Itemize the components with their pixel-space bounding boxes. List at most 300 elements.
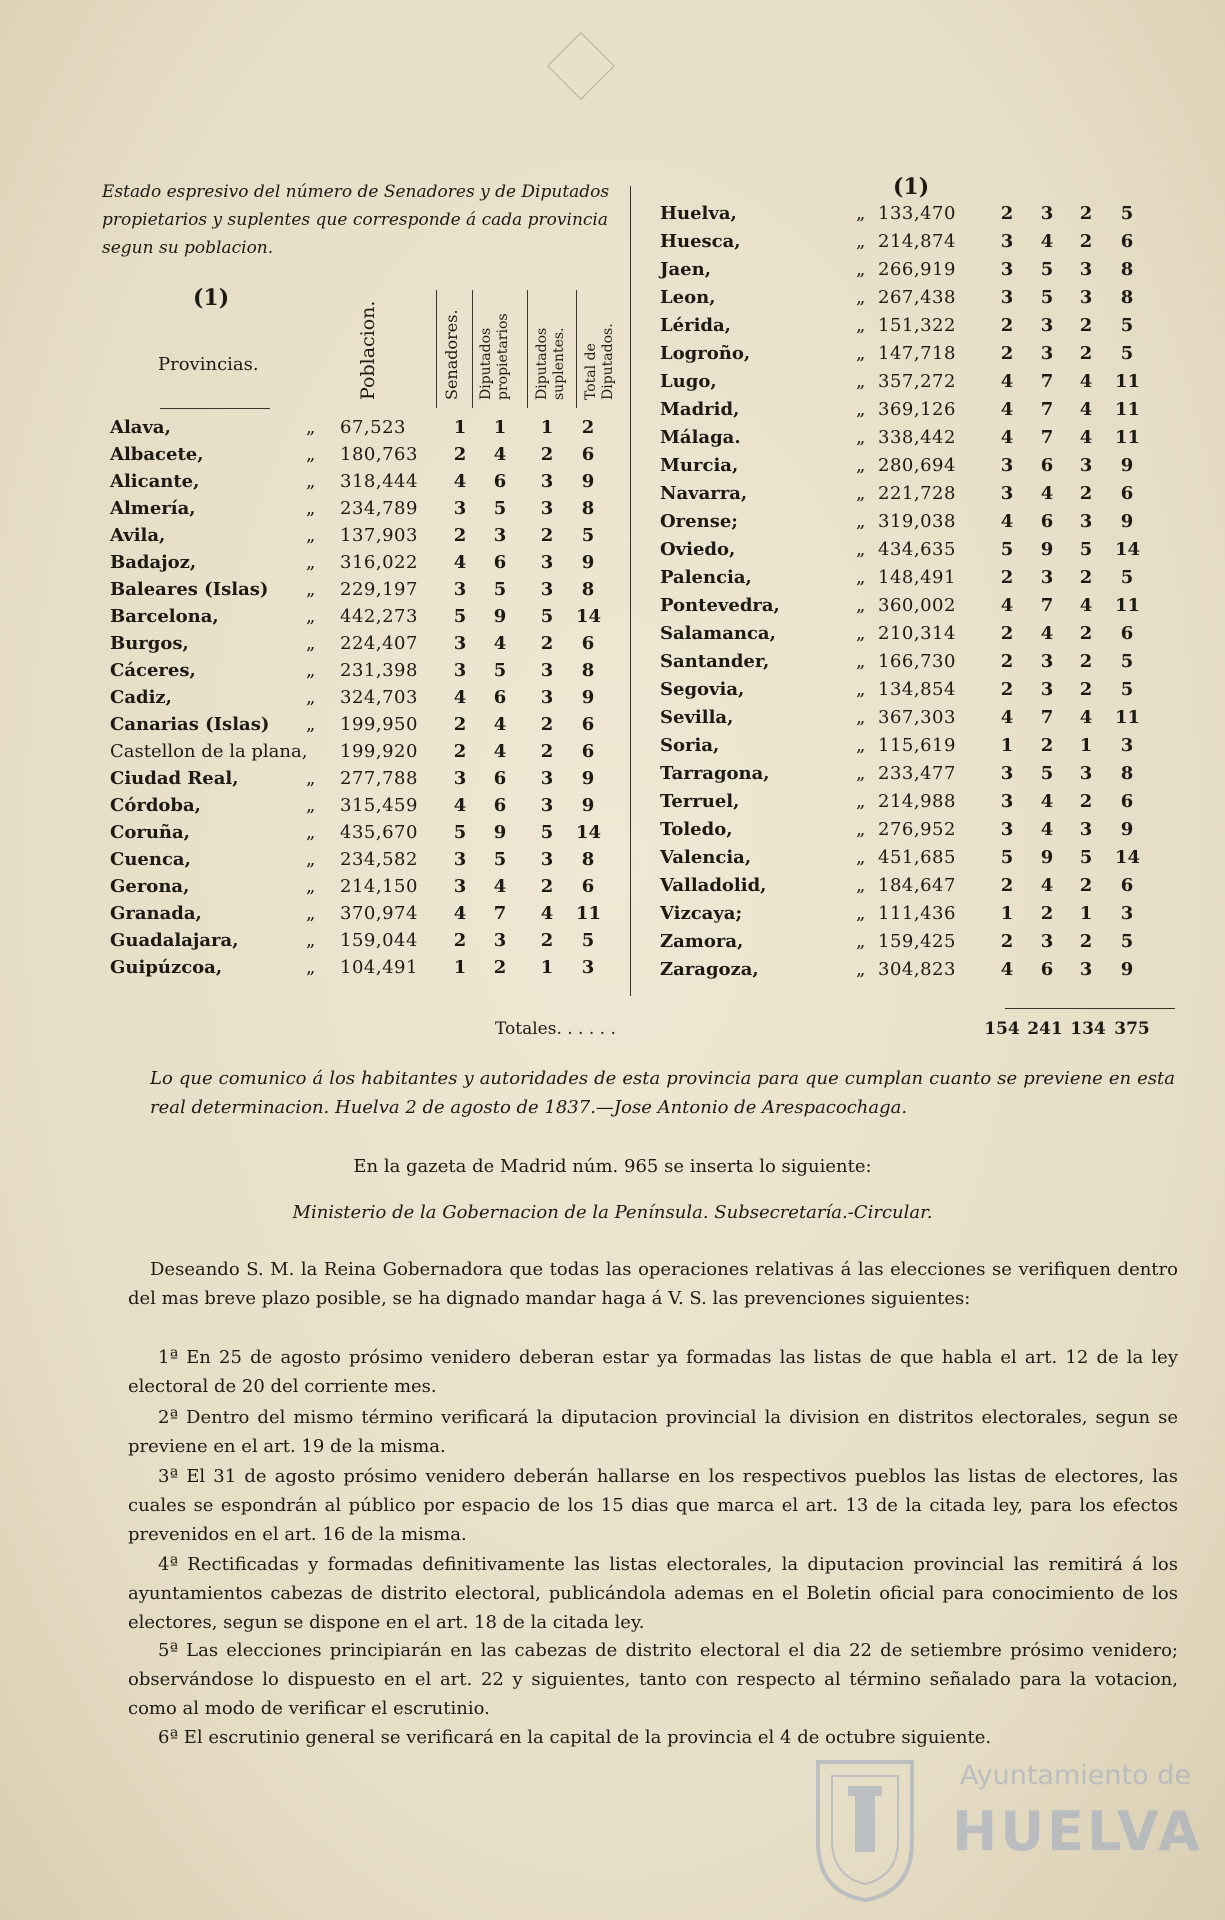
propietarios-value: 3 xyxy=(1040,567,1054,588)
table-row xyxy=(660,816,1190,843)
province-name: Palencia, xyxy=(660,567,752,588)
table-row xyxy=(660,732,1190,759)
population: 267,438 xyxy=(878,287,956,308)
total-value: 6 xyxy=(581,741,595,762)
province-name: Logroño, xyxy=(660,343,751,364)
table-row xyxy=(660,788,1190,815)
province-name: Canarias (Islas) xyxy=(110,714,270,735)
senadores-value: 3 xyxy=(453,768,467,789)
suplentes-value: 3 xyxy=(540,660,554,681)
total-value: 11 xyxy=(1115,427,1141,448)
suplentes-value: 1 xyxy=(540,417,554,438)
suplentes-value: 3 xyxy=(1079,819,1093,840)
suplentes-value: 4 xyxy=(1079,595,1093,616)
table-row xyxy=(660,676,1190,703)
center-column-rule xyxy=(630,186,631,996)
population: 324,703 xyxy=(340,687,418,708)
suplentes-value: 3 xyxy=(1079,959,1093,980)
senadores-value: 1 xyxy=(453,957,467,978)
table-row xyxy=(110,603,610,630)
propietarios-value: 3 xyxy=(1040,931,1054,952)
propietarios-value: 4 xyxy=(1040,231,1054,252)
suplentes-value: 2 xyxy=(1079,203,1093,224)
propietarios-value: 4 xyxy=(493,633,507,654)
population: 234,582 xyxy=(340,849,418,870)
table-row xyxy=(660,620,1190,647)
senadores-value: 4 xyxy=(1000,707,1014,728)
population: 234,789 xyxy=(340,498,418,519)
province-name: Ciudad Real, xyxy=(110,768,239,789)
ditto-mark: „ xyxy=(856,819,866,840)
ditto-mark: „ xyxy=(306,876,316,897)
ministry-heading: Ministerio de la Gobernacion de la Península. Subsecretaría.-Circular. xyxy=(292,1202,933,1223)
ditto-mark: „ xyxy=(856,399,866,420)
total-value: 9 xyxy=(581,768,595,789)
ditto-mark: „ xyxy=(306,579,316,600)
province-name: Barcelona, xyxy=(110,606,219,627)
suplentes-value: 4 xyxy=(540,903,554,924)
paragraph-2: 2ª Dentro del mismo término verificará la diputacion provincial la division en distritos electorales, segun se previene en el art. 19 de la misma. xyxy=(128,1407,1178,1457)
senadores-value: 3 xyxy=(453,849,467,870)
total-value: 3 xyxy=(1120,735,1134,756)
senadores-value: 1 xyxy=(1000,903,1014,924)
propietarios-value: 6 xyxy=(493,552,507,573)
ditto-mark: „ xyxy=(856,875,866,896)
ditto-mark: „ xyxy=(856,651,866,672)
population: 159,044 xyxy=(340,930,418,951)
ditto-mark: „ xyxy=(856,567,866,588)
column-rule xyxy=(576,290,577,408)
province-name: Coruña, xyxy=(110,822,190,843)
total-value: 5 xyxy=(1120,931,1134,952)
propietarios-value: 2 xyxy=(493,957,507,978)
total-value: 11 xyxy=(1115,371,1141,392)
propietarios-value: 7 xyxy=(1040,371,1054,392)
header-senadores: Senadores. xyxy=(442,309,461,400)
propietarios-value: 2 xyxy=(1040,735,1054,756)
closing-statement: Lo que comunico á los habitantes y autoridades de esta provincia para que cumplan cuanto se previene en esta real determinacion. Huelva 2 de agosto de 1837.—Jose Antonio de Arespacochaga. xyxy=(150,1068,1175,1118)
table-row xyxy=(110,738,610,765)
propietarios-value: 4 xyxy=(493,444,507,465)
table-row xyxy=(660,200,1190,227)
province-name: Lugo, xyxy=(660,371,717,392)
suplentes-value: 1 xyxy=(1079,903,1093,924)
table-row xyxy=(660,536,1190,563)
table-row xyxy=(660,872,1190,899)
province-name: Oviedo, xyxy=(660,539,736,560)
suplentes-value: 4 xyxy=(1079,707,1093,728)
population: 304,823 xyxy=(878,959,956,980)
total-value: 11 xyxy=(1115,399,1141,420)
total-value: 6 xyxy=(1120,791,1134,812)
total-value: 8 xyxy=(581,579,595,600)
ditto-mark: „ xyxy=(306,417,316,438)
population: 184,647 xyxy=(878,875,956,896)
suplentes-value: 2 xyxy=(1079,315,1093,336)
population: 151,322 xyxy=(878,315,956,336)
table-row xyxy=(110,873,610,900)
province-name: Almería, xyxy=(110,498,196,519)
table-row xyxy=(110,819,610,846)
ditto-mark: „ xyxy=(856,539,866,560)
totals-propietarios: 241 xyxy=(1027,1019,1063,1039)
totals-row xyxy=(495,1016,1195,1043)
page-fold-mark xyxy=(547,32,615,100)
table-row xyxy=(110,630,610,657)
population: 166,730 xyxy=(878,651,956,672)
senadores-value: 2 xyxy=(1000,315,1014,336)
table-row xyxy=(110,765,610,792)
senadores-value: 5 xyxy=(1000,847,1014,868)
propietarios-value: 7 xyxy=(1040,427,1054,448)
senadores-value: 2 xyxy=(453,444,467,465)
population: 367,303 xyxy=(878,707,956,728)
totals-suplentes: 134 xyxy=(1070,1019,1106,1039)
population: 214,874 xyxy=(878,231,956,252)
suplentes-value: 2 xyxy=(1079,931,1093,952)
population: 435,670 xyxy=(340,822,418,843)
suplentes-value: 3 xyxy=(540,687,554,708)
province-name: Zamora, xyxy=(660,931,744,952)
ditto-mark: „ xyxy=(856,623,866,644)
table-row xyxy=(110,900,610,927)
table-row xyxy=(660,592,1190,619)
population: 434,635 xyxy=(878,539,956,560)
total-value: 8 xyxy=(1120,763,1134,784)
senadores-value: 4 xyxy=(1000,511,1014,532)
senadores-value: 4 xyxy=(1000,371,1014,392)
propietarios-value: 6 xyxy=(493,795,507,816)
ditto-mark: „ xyxy=(306,849,316,870)
total-value: 9 xyxy=(581,795,595,816)
table-title: Estado espresivo del número de Senadores y de Diputados propietarios y suplentes que corresponde á cada provincia segun su poblacion. xyxy=(102,182,610,258)
table-row xyxy=(660,704,1190,731)
senadores-value: 1 xyxy=(453,417,467,438)
population: 214,988 xyxy=(878,791,956,812)
suplentes-value: 2 xyxy=(1079,791,1093,812)
province-name: Lérida, xyxy=(660,315,731,336)
table-row xyxy=(660,452,1190,479)
population: 210,314 xyxy=(878,623,956,644)
propietarios-value: 7 xyxy=(1040,595,1054,616)
province-name: Orense; xyxy=(660,511,738,532)
province-name: Málaga. xyxy=(660,427,741,448)
population: 115,619 xyxy=(878,735,956,756)
propietarios-value: 9 xyxy=(1040,539,1054,560)
ditto-mark: „ xyxy=(306,768,316,789)
header-dip-suplentes: Diputados suplentes. xyxy=(534,327,567,400)
total-value: 5 xyxy=(1120,651,1134,672)
population: 338,442 xyxy=(878,427,956,448)
suplentes-value: 2 xyxy=(540,741,554,762)
table-row xyxy=(110,468,610,495)
paragraph-3: 3ª El 31 de agosto prósimo venidero deberán hallarse en los respectivos pueblos las listas de electores, las cuales se espondrán al público por espacio de los 15 dias que marca el art. 13 de la citada ley, para los efectos prevenidos en el art. 16 de la misma. xyxy=(128,1466,1178,1545)
senadores-value: 5 xyxy=(453,822,467,843)
table-row xyxy=(110,414,610,441)
propietarios-value: 9 xyxy=(493,606,507,627)
ditto-mark: „ xyxy=(306,552,316,573)
total-value: 9 xyxy=(1120,511,1134,532)
paragraph-1: 1ª En 25 de agosto prósimo venidero deberan estar ya formadas las listas de que habla el art. 12 de la ley electoral de 20 del corriente mes. xyxy=(128,1347,1178,1397)
senadores-value: 4 xyxy=(453,795,467,816)
total-value: 9 xyxy=(1120,819,1134,840)
propietarios-value: 4 xyxy=(1040,875,1054,896)
senadores-value: 4 xyxy=(453,687,467,708)
table-row xyxy=(660,396,1190,423)
suplentes-value: 2 xyxy=(1079,343,1093,364)
province-name: Alicante, xyxy=(110,471,200,492)
propietarios-value: 5 xyxy=(493,660,507,681)
header-provincias: Provincias. xyxy=(158,354,259,375)
suplentes-value: 4 xyxy=(1079,371,1093,392)
ditto-mark: „ xyxy=(856,903,866,924)
ditto-mark: „ xyxy=(306,930,316,951)
province-name: Badajoz, xyxy=(110,552,197,573)
table-row xyxy=(110,549,610,576)
province-name: Baleares (Islas) xyxy=(110,579,269,600)
senadores-value: 4 xyxy=(1000,959,1014,980)
province-name: Castellon de la plana, xyxy=(110,741,308,762)
senadores-value: 4 xyxy=(453,903,467,924)
suplentes-value: 2 xyxy=(1079,651,1093,672)
province-name: Zaragoza, xyxy=(660,959,759,980)
total-value: 11 xyxy=(576,903,602,924)
ditto-mark: „ xyxy=(306,795,316,816)
suplentes-value: 3 xyxy=(540,768,554,789)
senadores-value: 2 xyxy=(1000,931,1014,952)
population: 137,903 xyxy=(340,525,418,546)
header-rule xyxy=(160,408,270,409)
paragraph-intro: Deseando S. M. la Reina Gobernadora que todas las operaciones relativas á las elecciones se verifiquen dentro del mas breve plazo posible, se ha dignado mandar haga á V. S. las prevenciones siguientes: xyxy=(128,1259,1178,1309)
total-value: 3 xyxy=(1120,903,1134,924)
senadores-value: 5 xyxy=(453,606,467,627)
total-value: 6 xyxy=(581,876,595,897)
propietarios-value: 5 xyxy=(493,579,507,600)
column-rule xyxy=(527,290,528,408)
table-row xyxy=(660,956,1190,983)
propietarios-value: 3 xyxy=(1040,679,1054,700)
table-row xyxy=(660,424,1190,451)
senadores-value: 3 xyxy=(1000,455,1014,476)
province-name: Terruel, xyxy=(660,791,740,812)
province-name: Madrid, xyxy=(660,399,740,420)
province-name: Jaen, xyxy=(660,259,711,280)
total-value: 5 xyxy=(1120,679,1134,700)
paragraph-5: 5ª Las elecciones principiarán en las cabezas de distrito electoral el dia 22 de setiembre prósimo venidero; observándose lo dispuesto en el art. 22 y siguientes, tanto con respecto al término señalado para la votacion, como al modo de verificar el escrutinio. xyxy=(128,1640,1178,1719)
province-name: Toledo, xyxy=(660,819,733,840)
senadores-value: 4 xyxy=(1000,399,1014,420)
province-name: Alava, xyxy=(110,417,171,438)
suplentes-value: 3 xyxy=(1079,259,1093,280)
suplentes-value: 2 xyxy=(540,876,554,897)
watermark-line2: HUELVA xyxy=(952,1800,1203,1863)
ditto-mark: „ xyxy=(856,511,866,532)
province-name: Guipúzcoa, xyxy=(110,957,223,978)
total-value: 6 xyxy=(581,714,595,735)
population: 370,974 xyxy=(340,903,418,924)
suplentes-value: 3 xyxy=(540,471,554,492)
propietarios-value: 6 xyxy=(493,687,507,708)
total-value: 9 xyxy=(1120,455,1134,476)
population: 231,398 xyxy=(340,660,418,681)
table-row xyxy=(660,368,1190,395)
senadores-value: 4 xyxy=(1000,427,1014,448)
total-value: 2 xyxy=(581,417,595,438)
propietarios-value: 9 xyxy=(493,822,507,843)
senadores-value: 2 xyxy=(453,741,467,762)
propietarios-value: 3 xyxy=(493,930,507,951)
ditto-mark: „ xyxy=(306,822,316,843)
suplentes-value: 5 xyxy=(1079,847,1093,868)
suplentes-value: 3 xyxy=(540,795,554,816)
total-value: 3 xyxy=(581,957,595,978)
table-row xyxy=(110,846,610,873)
province-name: Córdoba, xyxy=(110,795,201,816)
total-value: 9 xyxy=(581,687,595,708)
total-value: 11 xyxy=(1115,595,1141,616)
senadores-value: 2 xyxy=(1000,567,1014,588)
suplentes-value: 2 xyxy=(1079,679,1093,700)
table-row xyxy=(660,340,1190,367)
province-name: Huesca, xyxy=(660,231,741,252)
table-row xyxy=(110,792,610,819)
propietarios-value: 5 xyxy=(1040,763,1054,784)
ditto-mark: „ xyxy=(856,483,866,504)
province-name: Sevilla, xyxy=(660,707,734,728)
province-name: Burgos, xyxy=(110,633,189,654)
province-name: Vizcaya; xyxy=(660,903,743,924)
total-value: 6 xyxy=(581,444,595,465)
propietarios-value: 1 xyxy=(493,417,507,438)
population: 360,002 xyxy=(878,595,956,616)
total-value: 9 xyxy=(581,552,595,573)
propietarios-value: 6 xyxy=(1040,455,1054,476)
table-row xyxy=(660,508,1190,535)
total-value: 8 xyxy=(581,498,595,519)
population: 148,491 xyxy=(878,567,956,588)
ditto-mark: „ xyxy=(856,371,866,392)
table-row xyxy=(660,284,1190,311)
population: 357,272 xyxy=(878,371,956,392)
senadores-value: 2 xyxy=(1000,623,1014,644)
watermark-line1: Ayuntamiento de xyxy=(960,1760,1191,1791)
province-name: Granada, xyxy=(110,903,202,924)
population: 451,685 xyxy=(878,847,956,868)
senadores-value: 2 xyxy=(453,714,467,735)
senadores-value: 3 xyxy=(1000,763,1014,784)
ditto-mark: „ xyxy=(856,343,866,364)
suplentes-value: 4 xyxy=(1079,399,1093,420)
table-row xyxy=(660,480,1190,507)
table-row xyxy=(660,844,1190,871)
propietarios-value: 6 xyxy=(1040,959,1054,980)
senadores-value: 3 xyxy=(1000,791,1014,812)
propietarios-value: 6 xyxy=(493,471,507,492)
propietarios-value: 5 xyxy=(1040,259,1054,280)
population: 133,470 xyxy=(878,203,956,224)
population: 134,854 xyxy=(878,679,956,700)
senadores-value: 3 xyxy=(1000,819,1014,840)
senadores-value: 2 xyxy=(1000,343,1014,364)
header-dip-propietarios: Diputados propietarios xyxy=(478,313,511,400)
total-value: 8 xyxy=(1120,259,1134,280)
table-row xyxy=(110,495,610,522)
senadores-value: 3 xyxy=(1000,483,1014,504)
province-name: Navarra, xyxy=(660,483,748,504)
province-name: Salamanca, xyxy=(660,623,776,644)
total-value: 5 xyxy=(581,525,595,546)
header-total-diputados: Total de Diputados. xyxy=(583,323,616,400)
table-row xyxy=(110,684,610,711)
footnote-marker-left: (1) xyxy=(193,285,230,311)
table-row xyxy=(660,928,1190,955)
population: 224,407 xyxy=(340,633,418,654)
total-value: 5 xyxy=(1120,343,1134,364)
propietarios-value: 2 xyxy=(1040,903,1054,924)
table-row xyxy=(110,927,610,954)
propietarios-value: 3 xyxy=(1040,651,1054,672)
suplentes-value: 3 xyxy=(540,579,554,600)
ditto-mark: „ xyxy=(856,707,866,728)
propietarios-value: 4 xyxy=(1040,791,1054,812)
ditto-mark: „ xyxy=(856,203,866,224)
population: 369,126 xyxy=(878,399,956,420)
population: 316,022 xyxy=(340,552,418,573)
senadores-value: 2 xyxy=(1000,679,1014,700)
population: 67,523 xyxy=(340,417,406,438)
suplentes-value: 3 xyxy=(1079,511,1093,532)
ditto-mark: „ xyxy=(306,660,316,681)
totals-senadores: 154 xyxy=(984,1019,1020,1039)
ditto-mark: „ xyxy=(856,315,866,336)
table-row xyxy=(660,900,1190,927)
propietarios-value: 3 xyxy=(1040,203,1054,224)
propietarios-value: 5 xyxy=(493,849,507,870)
header-poblacion: Poblacion. xyxy=(357,300,379,400)
senadores-value: 3 xyxy=(1000,231,1014,252)
gazette-heading: En la gazeta de Madrid núm. 965 se inserta lo siguiente: xyxy=(353,1156,872,1177)
propietarios-value: 3 xyxy=(493,525,507,546)
ditto-mark: „ xyxy=(306,444,316,465)
suplentes-value: 5 xyxy=(540,606,554,627)
senadores-value: 2 xyxy=(453,930,467,951)
suplentes-value: 2 xyxy=(540,930,554,951)
province-name: Valladolid, xyxy=(660,875,767,896)
suplentes-value: 2 xyxy=(540,714,554,735)
suplentes-value: 2 xyxy=(540,444,554,465)
province-name: Leon, xyxy=(660,287,716,308)
senadores-value: 5 xyxy=(1000,539,1014,560)
total-value: 5 xyxy=(1120,203,1134,224)
senadores-value: 4 xyxy=(453,471,467,492)
suplentes-value: 2 xyxy=(540,633,554,654)
province-name: Cáceres, xyxy=(110,660,196,681)
suplentes-value: 5 xyxy=(1079,539,1093,560)
total-value: 5 xyxy=(581,930,595,951)
total-value: 8 xyxy=(581,660,595,681)
population: 318,444 xyxy=(340,471,418,492)
propietarios-value: 4 xyxy=(493,876,507,897)
ditto-mark: „ xyxy=(306,606,316,627)
suplentes-value: 2 xyxy=(540,525,554,546)
province-name: Segovia, xyxy=(660,679,745,700)
column-rule xyxy=(472,290,473,408)
total-value: 5 xyxy=(1120,567,1134,588)
total-value: 6 xyxy=(1120,875,1134,896)
province-name: Soria, xyxy=(660,735,720,756)
total-value: 6 xyxy=(1120,623,1134,644)
senadores-value: 3 xyxy=(453,498,467,519)
